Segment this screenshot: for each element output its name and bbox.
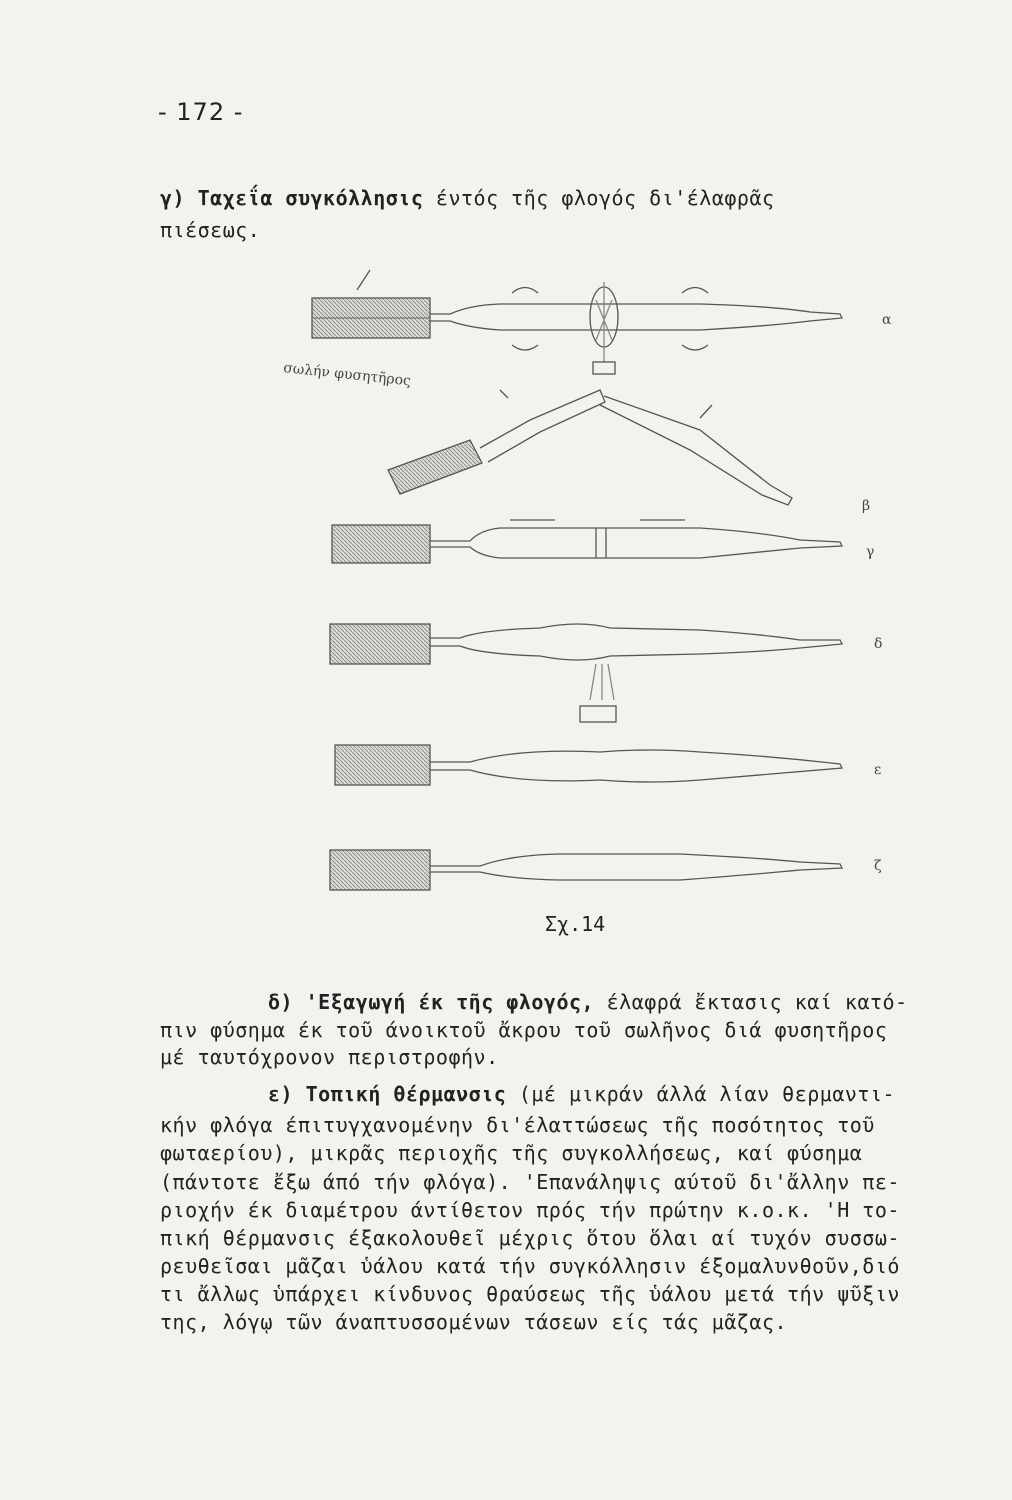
section-e-heading: ε) Τοπική θέρμανσις <box>268 1082 507 1106</box>
section-e-line: τι ἄλλως ὑπάρχει κίνδυνος θραύσεως τῆς ὑάλου μετά τήν ψῦξιν <box>160 1282 900 1306</box>
figure-caption: Σχ.14 <box>545 912 606 936</box>
stage-label-epsilon: ε <box>874 762 882 778</box>
section-d-heading: δ) 'Εξαγωγή έκ τῆς φλογός, <box>268 990 595 1014</box>
stage-gamma-drawing <box>332 520 842 563</box>
stage-zeta-drawing <box>330 850 842 890</box>
section-e-line: ριοχήν έκ διαμέτρου άντίθετον πρός τήν πρώτην κ.ο.κ. 'Η το- <box>160 1198 900 1222</box>
section-e-line1 <box>268 1082 895 1106</box>
page-number: - 172 - <box>158 98 244 126</box>
stage-epsilon-drawing <box>335 745 842 785</box>
stage-delta-drawing <box>330 624 842 722</box>
section-e-line: φωταερίου), μικρᾶς περιοχῆς τῆς συγκολλήσεως, καί φύσημα <box>160 1141 863 1165</box>
section-e-line: πική θέρμανσις έξακολουθεῖ μέχρις ὅτου ὅλαι αί τυχόν συσσω- <box>160 1226 900 1250</box>
stage-label-zeta: ζ <box>874 858 882 874</box>
label-tube: σωλήν φυσητῆρος <box>282 360 412 390</box>
section-e-line: κήν φλόγα έπιτυγχανομένην δι'έλαττώσεως τῆς ποσότητος τοῦ <box>160 1113 875 1137</box>
section-e-line: (πάντοτε ἔξω άπό τήν φλόγα). 'Επανάληψις αύτοῦ δι'ἄλλην πε- <box>160 1170 900 1194</box>
section-e-line: ρευθεῖσαι μᾶζαι ὑάλου κατά τήν συγκόλλησιν έξομαλυνθοῦν,διό <box>160 1254 900 1278</box>
section-d-line1-rest: έλαφρά ἔκτασις καί κατό- <box>594 990 908 1014</box>
stage-label-alpha: α <box>882 312 892 328</box>
section-g-line2: πιέσεως. <box>160 218 261 242</box>
stage-beta-drawing <box>388 390 792 505</box>
section-d-line3: μέ ταυτόχρονον περιστροφήν. <box>160 1045 499 1069</box>
section-e-line1-rest: (μέ μικράν άλλά λίαν θερμαντι- <box>506 1082 896 1106</box>
section-g-line1-rest: έντός τῆς φλογός δι'έλαφρᾶς <box>423 186 775 210</box>
stage-alpha-drawing <box>312 270 842 374</box>
section-g-heading: γ) Ταχεΐα συγκόλλησις <box>160 186 424 210</box>
section-e-line: της, λόγῳ τῶν άναπτυσσομένων τάσεων είς τάς μᾶζας. <box>160 1310 788 1334</box>
stage-label-gamma: γ <box>866 544 875 560</box>
section-d-line2: πιν φύσημα έκ τοῦ άνοικτοῦ ἄκρου τοῦ σωλῆνος διά φυσητῆρος <box>160 1018 888 1042</box>
stage-label-delta: δ <box>874 636 883 652</box>
section-d-line1 <box>268 990 908 1014</box>
stage-label-beta: β <box>862 498 871 514</box>
